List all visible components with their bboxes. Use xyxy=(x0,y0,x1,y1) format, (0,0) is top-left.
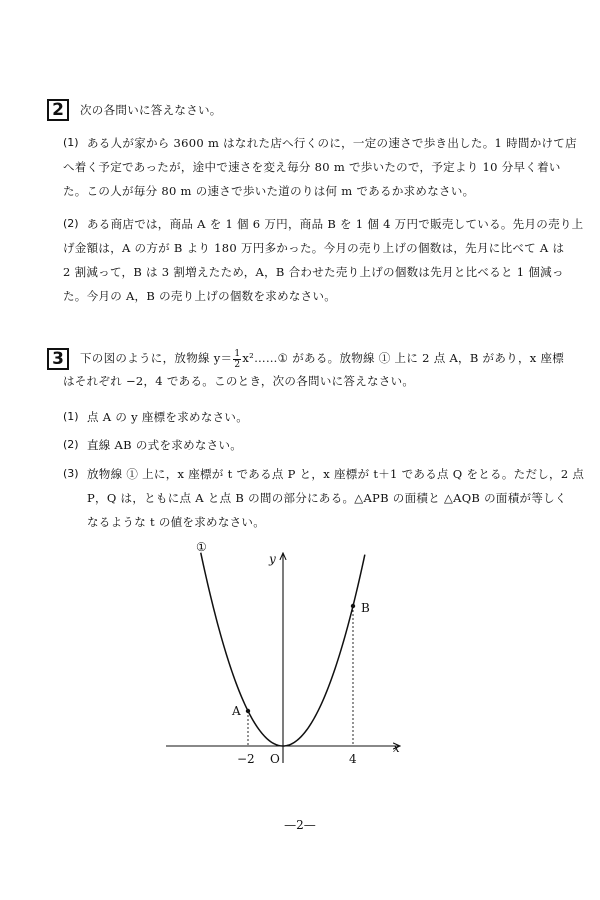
parabola-figure xyxy=(160,535,420,765)
q3-1-line: 点 A の y 座標を求めなさい。 xyxy=(87,410,249,424)
problem-2-intro: 次の各問いに答えなさい。 xyxy=(80,103,222,117)
tick-label-a: −2 xyxy=(237,752,255,765)
point-a-marker xyxy=(246,709,250,713)
q3-1-label: (1) xyxy=(63,410,79,423)
q2-1-line: た。この人が毎分 80 m の速さで歩いた道のりは何 m であるか求めなさい。 xyxy=(63,184,475,198)
origin-label: O xyxy=(270,752,280,765)
problem-3-number: 3 xyxy=(47,348,69,370)
page-number: —2— xyxy=(284,818,316,832)
q2-2-line: た。今月の A，B の売り上げの個数を求めなさい。 xyxy=(63,289,337,303)
q2-1-line: ある人が家から 3600 m はなれた店へ行くのに，一定の速さで歩き出した。1 時間かけて店 xyxy=(87,136,577,150)
q2-1-line: へ着く予定であったが，途中で速さを変え毎分 80 m で歩いたので，予定より 10 分早く着い xyxy=(63,160,561,174)
point-a-label: A xyxy=(232,704,241,718)
q3-2-label: (2) xyxy=(63,438,79,451)
problem-3-intro xyxy=(80,346,564,370)
fraction-numerator: 1 xyxy=(234,348,241,359)
curve-label: ① xyxy=(196,540,207,554)
problem-3-intro-line2: はそれぞれ −2，4 である。このとき，次の各問いに答えなさい。 xyxy=(63,374,415,388)
q2-2-line: げ金額は，A の方が B より 180 万円多かった。今月の売り上げの個数は，先月に比べて A は xyxy=(63,241,565,255)
x-axis-label: x xyxy=(393,741,400,755)
intro-text: 下の図のように，放物線 y＝ xyxy=(80,351,233,365)
q2-2-line: ある商店では，商品 A を 1 個 6 万円，商品 B を 1 個 4 万円で販売している。先月の売り上 xyxy=(87,217,584,231)
q3-3-line: P，Q は，ともに点 A と点 B の間の部分にある。△APB の面積と △AQB の面積が等しく xyxy=(87,491,567,505)
q2-2-label: (2) xyxy=(63,217,79,230)
y-axis-label: y xyxy=(269,552,276,566)
intro-text: x²……① がある。放物線 ① 上に 2 点 A，B があり，x 座標 xyxy=(242,351,565,365)
q3-3-line: なるような t の値を求めなさい。 xyxy=(87,515,266,529)
fraction-one-half xyxy=(233,349,241,370)
tick-label-b: 4 xyxy=(349,752,357,765)
q3-3-line: 放物線 ① 上に，x 座標が t である点 P と，x 座標が t＋1 である点 Q をとる。ただし，2 点 xyxy=(87,467,585,481)
fraction-denominator: 2 xyxy=(234,359,241,370)
q3-2-line: 直線 AB の式を求めなさい。 xyxy=(87,438,243,452)
point-b-label: B xyxy=(361,601,370,615)
problem-2-number: 2 xyxy=(47,99,69,121)
q2-2-line: 2 割減って，B は 3 割増えたため，A，B 合わせた売り上げの個数は先月と比べると 1 個減っ xyxy=(63,265,564,279)
q3-3-label: (3) xyxy=(63,467,79,480)
q2-1-label: (1) xyxy=(63,136,79,149)
point-b-marker xyxy=(351,604,355,608)
